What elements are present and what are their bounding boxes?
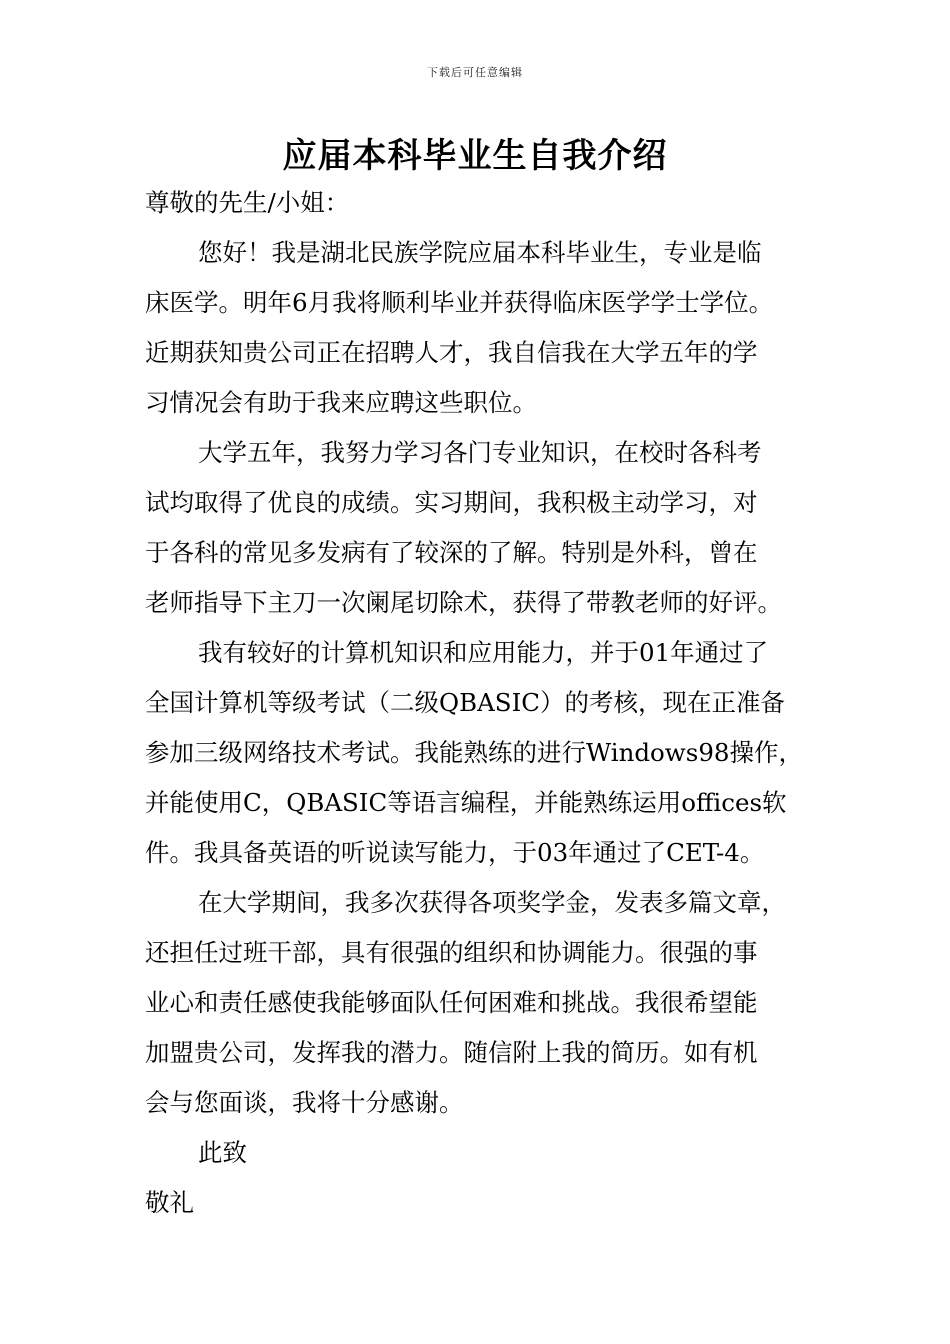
paragraph-line: 试均取得了优良的成绩。实习期间，我积极主动学习，对	[145, 488, 758, 517]
paragraph-line: 床医学。明年6月我将顺利毕业并获得临床医学学士学位。	[145, 288, 774, 317]
paragraph-line: 还担任过班干部，具有很强的组织和协调能力。很强的事	[145, 938, 758, 967]
letter-body	[145, 178, 810, 1228]
paragraph-1	[145, 228, 810, 428]
paragraph-4	[145, 878, 810, 1128]
paragraph-line: 件。我具备英语的听说读写能力，于03年通过了CET-4。	[145, 838, 765, 867]
paragraph-line: 习情况会有助于我来应聘这些职位。	[145, 388, 537, 417]
paragraph-line: 全国计算机等级考试（二级QBASIC）的考核，现在正准备	[145, 688, 785, 717]
paragraph-line: 于各科的常见多发病有了较深的了解。特别是外科，曾在	[145, 538, 758, 567]
paragraph-line: 近期获知贵公司正在招聘人才，我自信我在大学五年的学	[145, 338, 758, 367]
header-note: 下载后可任意编辑	[427, 66, 523, 79]
paragraph-line: 我有较好的计算机知识和应用能力，并于01年通过了	[198, 638, 769, 667]
paragraph-line: 参加三级网络技术考试。我能熟练的进行Windows98操作，	[145, 738, 804, 767]
paragraph-line: 在大学期间，我多次获得各项奖学金，发表多篇文章，	[198, 888, 786, 917]
paragraph-3	[145, 628, 810, 878]
salutation: 尊敬的先生/小姐：	[145, 188, 350, 217]
paragraph-line: 老师指导下主刀一次阑尾切除术，获得了带教老师的好评。	[145, 588, 782, 617]
document-title: 应届本科毕业生自我介绍	[282, 136, 668, 176]
paragraph-line: 会与您面谈，我将十分感谢。	[145, 1088, 464, 1117]
paragraph-line: 大学五年，我努力学习各门专业知识，在校时各科考	[198, 438, 762, 467]
paragraph-2	[145, 428, 810, 628]
paragraph-line: 加盟贵公司，发挥我的潜力。随信附上我的简历。如有机	[145, 1038, 758, 1067]
paragraph-line: 您好！我是湖北民族学院应届本科毕业生，专业是临	[198, 238, 762, 267]
closing-line: 此致	[198, 1138, 247, 1167]
regards-line: 敬礼	[145, 1188, 194, 1217]
paragraph-line: 业心和责任感使我能够面队任何困难和挑战。我很希望能	[145, 988, 758, 1017]
paragraph-line: 并能使用C，QBASIC等语言编程，并能熟练运用offices软	[145, 788, 787, 817]
